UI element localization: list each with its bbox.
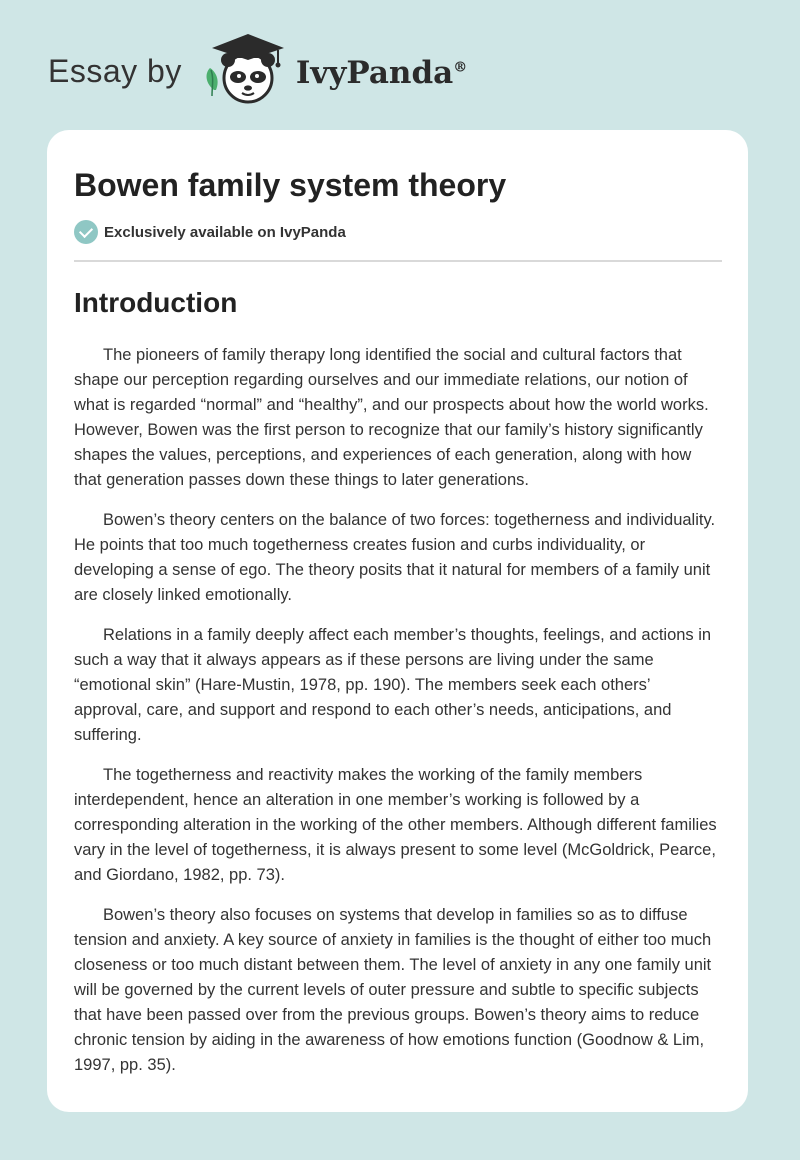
paragraph-3: Relations in a family deeply affect each member’s thoughts, feelings, and actions in such a way that it always appears as if these persons are living under the same “emotional skin” (Hare-Mustin, 1978, pp. 190). The members seek each others’ approval, care, and support and respond to each other’s needs, anticipations, and suffering.	[74, 626, 712, 744]
section-heading-introduction: Introduction	[74, 287, 238, 318]
panda-logo-icon	[198, 30, 290, 106]
exclusive-badge	[74, 220, 722, 262]
exclusive-badge-text: Exclusively available on IvyPanda	[104, 223, 346, 241]
trademark-mark: ®	[453, 59, 468, 76]
paragraph-1: The pioneers of family therapy long identified the social and cultural factors that shape our perception regarding ourselves and our immediate relations, our notion of what is regarded “normal” and “healthy”, and our prospects about how the world works. However, Bowen was the first person to recognize that our family’s history significantly shapes the values, perceptions, and experiences of each generation, along with how that generation passes down these things to later generations.	[74, 346, 709, 489]
paragraph-2: Bowen’s theory centers on the balance of two forces: togetherness and individuality. He points that too much togetherness creates fusion and curbs individuality, or developing a sense of ego. The theory posits that it natural for members of a family unit are closely linked emotionally.	[74, 511, 716, 604]
essay-card	[47, 130, 748, 1112]
brand-name-text: IvyPanda	[295, 55, 454, 91]
brand-name	[296, 55, 467, 91]
site-header	[0, 0, 800, 130]
check-circle-icon	[74, 220, 98, 244]
brand-prefix: Essay by	[48, 52, 182, 89]
paragraph-5: Bowen’s theory also focuses on systems that develop in families so as to diffuse tension and anxiety. A key source of anxiety in families is the thought of either too much closeness or too much distant between them. The level of anxiety in any one family unit will be governed by the current levels of outer pressure and subtle to specific subjects that have been passed over from the previous groups. Bowen’s theory aims to reduce chronic tension by aiding in the awareness of how emotions function (Goodnow & Lim, 1997, pp. 35).	[74, 906, 712, 1074]
paragraph-4: The togetherness and reactivity makes the working of the family members interdependent, hence an alteration in one member’s working is followed by a corresponding alteration in the working of the other members. Although different families vary in the level of togetherness, it is always present to some level (McGoldrick, Pearce, and Giordano, 1982, pp. 73).	[74, 766, 717, 884]
essay-title: Bowen family system theory	[74, 167, 507, 203]
brand-logo[interactable]	[48, 36, 467, 106]
